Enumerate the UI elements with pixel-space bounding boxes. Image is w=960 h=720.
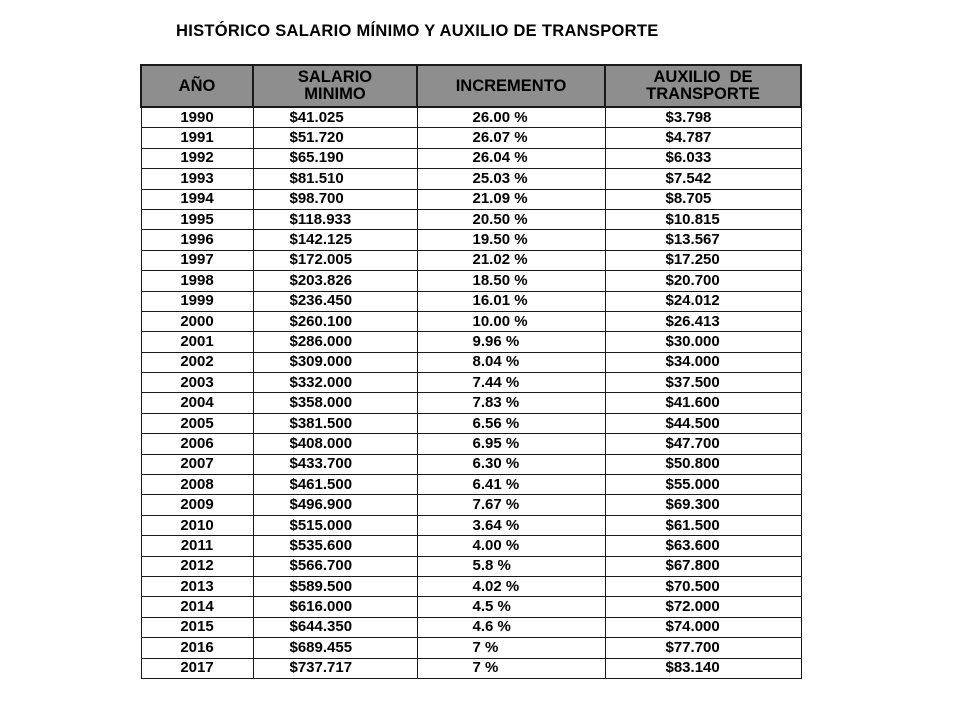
cell-year: 2006 [141,434,253,454]
cell-increment: 6.41 % [417,475,605,495]
cell-aux: $13.567 [605,230,801,250]
cell-increment: 9.96 % [417,332,605,352]
page-title: HISTÓRICO SALARIO MÍNIMO Y AUXILIO DE TRANSPORTE [176,22,659,40]
cell-aux: $70.500 [605,576,801,596]
cell-salary: $616.000 [253,597,417,617]
cell-salary: $496.900 [253,495,417,515]
cell-salary: $408.000 [253,434,417,454]
cell-salary: $433.700 [253,454,417,474]
cell-year: 2000 [141,311,253,331]
table-row [141,536,801,556]
cell-increment: 10.00 % [417,311,605,331]
cell-year: 2005 [141,413,253,433]
cell-year: 2001 [141,332,253,352]
table-row [141,107,801,128]
cell-salary: $332.000 [253,373,417,393]
header-salary [253,65,417,107]
cell-salary: $737.717 [253,658,417,678]
header-row [141,65,801,107]
cell-year: 2010 [141,515,253,535]
table-row [141,311,801,331]
table-row [141,209,801,229]
cell-salary: $566.700 [253,556,417,576]
cell-increment: 7.44 % [417,373,605,393]
header-aux-line1: AUXILIO DE [653,68,753,86]
header-year [141,65,253,107]
cell-salary: $203.826 [253,271,417,291]
cell-increment: 21.09 % [417,189,605,209]
cell-year: 2011 [141,536,253,556]
cell-aux: $3.798 [605,107,801,128]
table-row [141,373,801,393]
cell-increment: 6.95 % [417,434,605,454]
cell-aux: $72.000 [605,597,801,617]
cell-salary: $589.500 [253,576,417,596]
table-row [141,556,801,576]
cell-year: 2017 [141,658,253,678]
cell-year: 1996 [141,230,253,250]
cell-aux: $24.012 [605,291,801,311]
table-row [141,148,801,168]
cell-year: 1992 [141,148,253,168]
table-row [141,638,801,658]
table-row [141,597,801,617]
cell-year: 1998 [141,271,253,291]
cell-aux: $20.700 [605,271,801,291]
cell-year: 1990 [141,107,253,128]
cell-aux: $83.140 [605,658,801,678]
cell-salary: $260.100 [253,311,417,331]
cell-increment: 19.50 % [417,230,605,250]
cell-salary: $689.455 [253,638,417,658]
cell-salary: $358.000 [253,393,417,413]
cell-aux: $74.000 [605,617,801,637]
cell-increment: 7 % [417,658,605,678]
cell-year: 2009 [141,495,253,515]
cell-year: 1991 [141,128,253,148]
cell-increment: 6.30 % [417,454,605,474]
table-body [141,107,801,678]
cell-aux: $7.542 [605,169,801,189]
cell-increment: 4.02 % [417,576,605,596]
cell-salary: $51.720 [253,128,417,148]
table-row [141,332,801,352]
table-header [141,65,801,107]
table-row [141,434,801,454]
cell-salary: $286.000 [253,332,417,352]
cell-year: 2015 [141,617,253,637]
cell-increment: 3.64 % [417,515,605,535]
cell-aux: $30.000 [605,332,801,352]
table-row [141,576,801,596]
cell-aux: $69.300 [605,495,801,515]
cell-year: 1997 [141,250,253,270]
cell-year: 2002 [141,352,253,372]
cell-aux: $50.800 [605,454,801,474]
cell-increment: 25.03 % [417,169,605,189]
cell-increment: 26.07 % [417,128,605,148]
table-row [141,413,801,433]
table-row [141,271,801,291]
cell-year: 2008 [141,475,253,495]
cell-salary: $236.450 [253,291,417,311]
cell-increment: 4.5 % [417,597,605,617]
cell-increment: 8.04 % [417,352,605,372]
cell-year: 2012 [141,556,253,576]
table-row [141,495,801,515]
cell-increment: 26.04 % [417,148,605,168]
cell-salary: $142.125 [253,230,417,250]
cell-salary: $81.510 [253,169,417,189]
cell-year: 1993 [141,169,253,189]
header-salary-line2: MINIMO [304,85,366,103]
cell-increment: 4.00 % [417,536,605,556]
cell-aux: $61.500 [605,515,801,535]
cell-year: 2013 [141,576,253,596]
table-row [141,475,801,495]
table-row [141,250,801,270]
table-row [141,291,801,311]
cell-year: 1995 [141,209,253,229]
cell-year: 1999 [141,291,253,311]
cell-increment: 7 % [417,638,605,658]
cell-aux: $26.413 [605,311,801,331]
salary-table [140,64,802,679]
table-row [141,189,801,209]
cell-salary: $535.600 [253,536,417,556]
header-aux [605,65,801,107]
header-year-label: AÑO [178,76,216,95]
table-row [141,169,801,189]
table-row [141,230,801,250]
cell-aux: $47.700 [605,434,801,454]
cell-aux: $10.815 [605,209,801,229]
cell-salary: $65.190 [253,148,417,168]
cell-aux: $34.000 [605,352,801,372]
cell-salary: $309.000 [253,352,417,372]
cell-increment: 26.00 % [417,107,605,128]
table-row [141,617,801,637]
cell-increment: 6.56 % [417,413,605,433]
cell-increment: 16.01 % [417,291,605,311]
table-row [141,658,801,678]
header-increment [417,65,605,107]
header-increment-label: INCREMENTO [455,76,567,95]
cell-aux: $8.705 [605,189,801,209]
cell-year: 2004 [141,393,253,413]
cell-increment: 7.83 % [417,393,605,413]
cell-increment: 21.02 % [417,250,605,270]
cell-salary: $515.000 [253,515,417,535]
cell-aux: $17.250 [605,250,801,270]
cell-aux: $6.033 [605,148,801,168]
cell-aux: $63.600 [605,536,801,556]
cell-aux: $4.787 [605,128,801,148]
header-aux-line2: TRANSPORTE [646,85,760,103]
cell-salary: $461.500 [253,475,417,495]
cell-aux: $77.700 [605,638,801,658]
cell-salary: $172.005 [253,250,417,270]
cell-salary: $118.933 [253,209,417,229]
table-row [141,393,801,413]
cell-year: 2003 [141,373,253,393]
cell-aux: $41.600 [605,393,801,413]
cell-salary: $98.700 [253,189,417,209]
cell-year: 2014 [141,597,253,617]
cell-year: 1994 [141,189,253,209]
table-row [141,128,801,148]
cell-aux: $44.500 [605,413,801,433]
table-row [141,515,801,535]
cell-salary: $41.025 [253,107,417,128]
cell-increment: 4.6 % [417,617,605,637]
cell-aux: $55.000 [605,475,801,495]
cell-year: 2016 [141,638,253,658]
cell-increment: 7.67 % [417,495,605,515]
cell-salary: $644.350 [253,617,417,637]
table-row [141,454,801,474]
table-row [141,352,801,372]
cell-year: 2007 [141,454,253,474]
cell-increment: 20.50 % [417,209,605,229]
cell-increment: 5.8 % [417,556,605,576]
cell-aux: $37.500 [605,373,801,393]
cell-aux: $67.800 [605,556,801,576]
cell-salary: $381.500 [253,413,417,433]
cell-increment: 18.50 % [417,271,605,291]
header-salary-line1: SALARIO [297,68,373,86]
